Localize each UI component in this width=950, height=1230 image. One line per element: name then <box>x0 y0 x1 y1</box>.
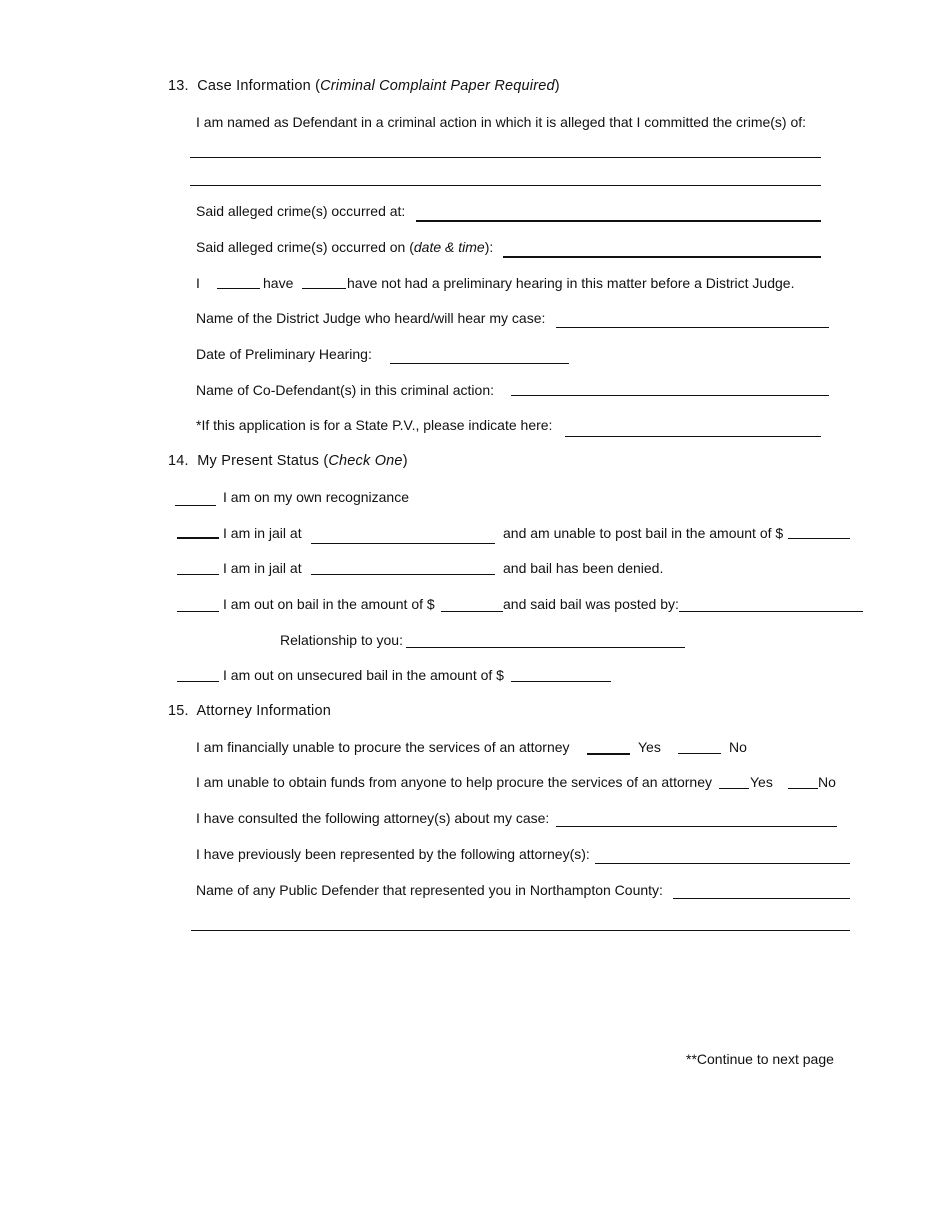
own-recognizance-label: I am on my own recognizance <box>223 489 409 505</box>
hearing-have-label: have <box>263 275 294 291</box>
jail-at-label: I am in jail at <box>223 525 302 541</box>
posted-by-field[interactable] <box>679 611 863 612</box>
district-judge-label: Name of the District Judge who heard/will hear my case: <box>196 310 546 326</box>
unable-funds-label: I am unable to obtain funds from anyone to help procure the services of an attorney <box>196 774 712 790</box>
hearing-date-label: Date of Preliminary Hearing: <box>196 346 372 362</box>
occurred-at-label: Said alleged crime(s) occurred at: <box>196 203 406 219</box>
public-defender-field-line-2[interactable] <box>191 930 850 931</box>
unable-funds-yes-checkbox[interactable] <box>719 788 749 789</box>
unsecured-bail-label: I am out on unsecured bail in the amount of $ <box>223 667 504 683</box>
unable-procure-yes-label: Yes <box>638 739 661 755</box>
section-13-title-end: ) <box>554 78 560 94</box>
unable-bail-label: and am unable to post bail in the amount of $ <box>503 525 784 541</box>
continue-note: **Continue to next page <box>686 1051 834 1067</box>
jail-unable-bail-checkbox[interactable] <box>177 537 219 539</box>
public-defender-field[interactable] <box>673 898 850 899</box>
relationship-label: Relationship to you: <box>280 632 403 648</box>
section-15-title: Attorney Information <box>196 703 332 719</box>
occurred-at-field[interactable] <box>416 220 821 222</box>
section-14-title: My Present Status ( <box>197 453 329 469</box>
unable-procure-no-checkbox[interactable] <box>678 753 721 754</box>
public-defender-label: Name of any Public Defender that represented you in Northampton County: <box>196 882 663 898</box>
unable-procure-no-label: No <box>729 739 747 755</box>
hearing-have-checkbox[interactable] <box>217 288 260 289</box>
bail-denied-label: and bail has been denied. <box>503 560 664 576</box>
occurred-on-end: ): <box>484 239 494 255</box>
consulted-field[interactable] <box>556 826 837 827</box>
unable-procure-yes-checkbox[interactable] <box>587 753 630 755</box>
relationship-field[interactable] <box>406 647 685 648</box>
occurred-on-main: Said alleged crime(s) occurred on ( <box>196 239 414 255</box>
out-on-bail-amount-field[interactable] <box>441 611 503 612</box>
occurred-on-italic: date & time <box>413 239 485 255</box>
district-judge-field[interactable] <box>556 327 829 328</box>
section-13-title-italic: Criminal Complaint Paper Required <box>320 78 555 94</box>
section-14-title-italic: Check One <box>328 453 403 469</box>
crime-line-2[interactable] <box>190 185 821 186</box>
unsecured-bail-amount-field[interactable] <box>511 681 611 682</box>
section-14-title-end: ) <box>402 453 408 469</box>
section-13-heading <box>168 77 560 95</box>
section-13-title: Case Information ( <box>197 78 321 94</box>
unable-funds-no-checkbox[interactable] <box>788 788 818 789</box>
out-on-bail-checkbox[interactable] <box>177 611 219 612</box>
co-defendants-field[interactable] <box>511 395 829 396</box>
out-on-bail-label: I am out on bail in the amount of $ <box>223 596 435 612</box>
unable-bail-amount-field[interactable] <box>788 538 850 539</box>
section-15-number: 15. <box>168 703 189 719</box>
hearing-have-not-checkbox[interactable] <box>302 288 346 289</box>
crime-intro-text: I am named as Defendant in a criminal action in which it is alleged that I committed the crime(s) of: <box>196 114 807 130</box>
occurred-on-field[interactable] <box>503 256 821 258</box>
co-defendants-label: Name of Co-Defendant(s) in this criminal action: <box>196 382 495 398</box>
unable-funds-no-label: No <box>818 774 836 790</box>
section-15-heading <box>168 702 331 720</box>
own-recognizance-checkbox[interactable] <box>175 505 216 506</box>
represented-field[interactable] <box>595 863 850 864</box>
hearing-have-not-label: have not had a preliminary hearing in this matter before a District Judge. <box>347 275 795 291</box>
section-14-number: 14. <box>168 453 189 469</box>
jail-bail-denied-checkbox[interactable] <box>177 574 219 575</box>
hearing-date-field[interactable] <box>390 363 569 364</box>
consulted-label: I have consulted the following attorney(s) about my case: <box>196 810 550 826</box>
occurred-on-label <box>196 238 493 256</box>
jail-at-2-field[interactable] <box>311 574 495 575</box>
unable-procure-label: I am financially unable to procure the services of an attorney <box>196 739 570 755</box>
jail-at-2-label: I am in jail at <box>223 560 302 576</box>
section-14-heading <box>168 452 408 470</box>
crime-line-1[interactable] <box>190 157 821 158</box>
jail-at-field[interactable] <box>311 543 495 544</box>
state-pv-field[interactable] <box>565 436 821 437</box>
unable-funds-yes-label: Yes <box>750 774 773 790</box>
state-pv-label: *If this application is for a State P.V., please indicate here: <box>196 417 553 433</box>
section-13-number: 13. <box>168 78 189 94</box>
represented-label: I have previously been represented by the following attorney(s): <box>196 846 590 862</box>
posted-by-label: and said bail was posted by: <box>503 596 679 612</box>
unsecured-bail-checkbox[interactable] <box>177 681 219 682</box>
hearing-i-label: I <box>196 275 200 291</box>
